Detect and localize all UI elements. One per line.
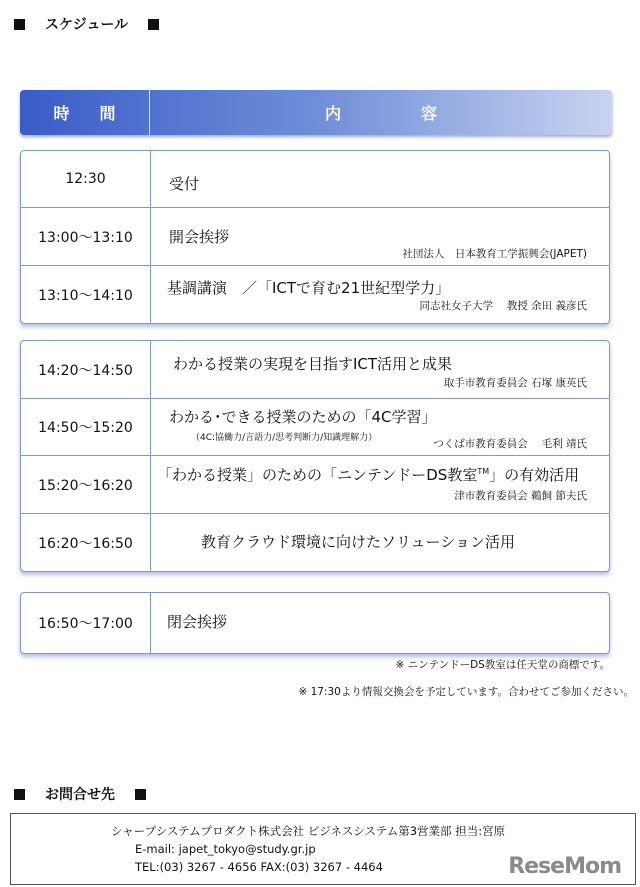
- table-header: [20, 90, 612, 135]
- time-cell: 14:50～15:20: [21, 399, 151, 455]
- contact-box: [10, 813, 636, 885]
- content-cell: [151, 514, 609, 571]
- contact-heading: お問合せ先: [14, 784, 146, 804]
- table-row: [21, 266, 609, 323]
- session-title: 「わかる授業」のための「ニンテンドーDS教室™」の有効活用: [157, 466, 580, 484]
- time-cell: 14:20～14:50: [21, 341, 151, 398]
- schedule-heading: スケジュール: [14, 14, 159, 34]
- square-bullet-icon: [14, 19, 25, 30]
- session-title: 基調講演 ／「ICTで育む21世紀型学力」: [167, 279, 451, 297]
- table-row: [21, 593, 609, 653]
- time-cell: 16:20～16:50: [21, 514, 151, 571]
- content-cell: [151, 266, 609, 323]
- schedule-group: [20, 340, 610, 572]
- schedule-group: [20, 150, 610, 324]
- content-cell: [151, 456, 609, 513]
- time-cell: 16:50～17:00: [21, 593, 151, 653]
- speaker: 津市教育委員会 鵜飼 節夫氏: [454, 490, 587, 502]
- square-bullet-icon: [14, 789, 25, 800]
- speaker: つくば市教育委員会 毛利 靖氏: [433, 438, 587, 450]
- session-note: （4C:協働力/言語力/思考判断力/知識理解力）: [191, 433, 378, 443]
- table-row: [21, 208, 609, 266]
- content-cell: [151, 399, 609, 455]
- header-content: 内容: [324, 104, 517, 123]
- content-cell: [151, 593, 609, 653]
- table-row: [21, 514, 609, 571]
- time-cell: 15:20～16:20: [21, 456, 151, 513]
- content-cell: [151, 208, 609, 265]
- square-bullet-icon: [135, 789, 146, 800]
- session-title: わかる授業の実現を目指すICT活用と成果: [173, 355, 453, 373]
- content-cell: [151, 341, 609, 398]
- content-cell: [151, 151, 609, 207]
- session-title: 受付: [169, 175, 200, 193]
- session-title: 開会挨拶: [169, 228, 230, 246]
- table-row: [21, 151, 609, 208]
- time-cell: 13:00～13:10: [21, 208, 151, 265]
- speaker: 社団法人 日本教育工学振興会(JAPET): [402, 248, 587, 260]
- trademark-mark: TM: [477, 467, 490, 476]
- resemom-logo: ReseMom: [508, 854, 621, 879]
- header-time: 時間: [20, 90, 150, 135]
- reception-note: ※ 17:30より情報交換会を予定しています。合わせてご参加ください。: [298, 686, 634, 698]
- contact-company: シャープシステムプロダクト株式会社 ビジネスシステム第3営業部 担当:宮原: [111, 824, 506, 838]
- speaker: 同志社女子大学 教授 余田 義彦氏: [419, 300, 587, 312]
- table-row: [21, 341, 609, 399]
- table-row: [21, 399, 609, 456]
- session-title: 閉会挨拶: [167, 613, 228, 631]
- contact-email[interactable]: E-mail: japet_tokyo@study.gr.jp: [135, 842, 316, 856]
- time-cell: 13:10～14:10: [21, 266, 151, 323]
- session-title: わかる･できる授業のための「4C学習」: [169, 408, 437, 426]
- session-title: 教育クラウド環境に向けたソリューション活用: [201, 533, 515, 551]
- time-cell: 12:30: [21, 151, 151, 207]
- schedule-group: [20, 592, 610, 654]
- speaker: 取手市教育委員会 石塚 康英氏: [443, 377, 587, 389]
- table-row: [21, 456, 609, 514]
- trademark-note: ※ ニンテンドーDS教室は任天堂の商標です。: [395, 659, 610, 671]
- contact-phone: TEL:(03) 3267 - 4656 FAX:(03) 3267 - 4464: [135, 860, 383, 874]
- square-bullet-icon: [148, 19, 159, 30]
